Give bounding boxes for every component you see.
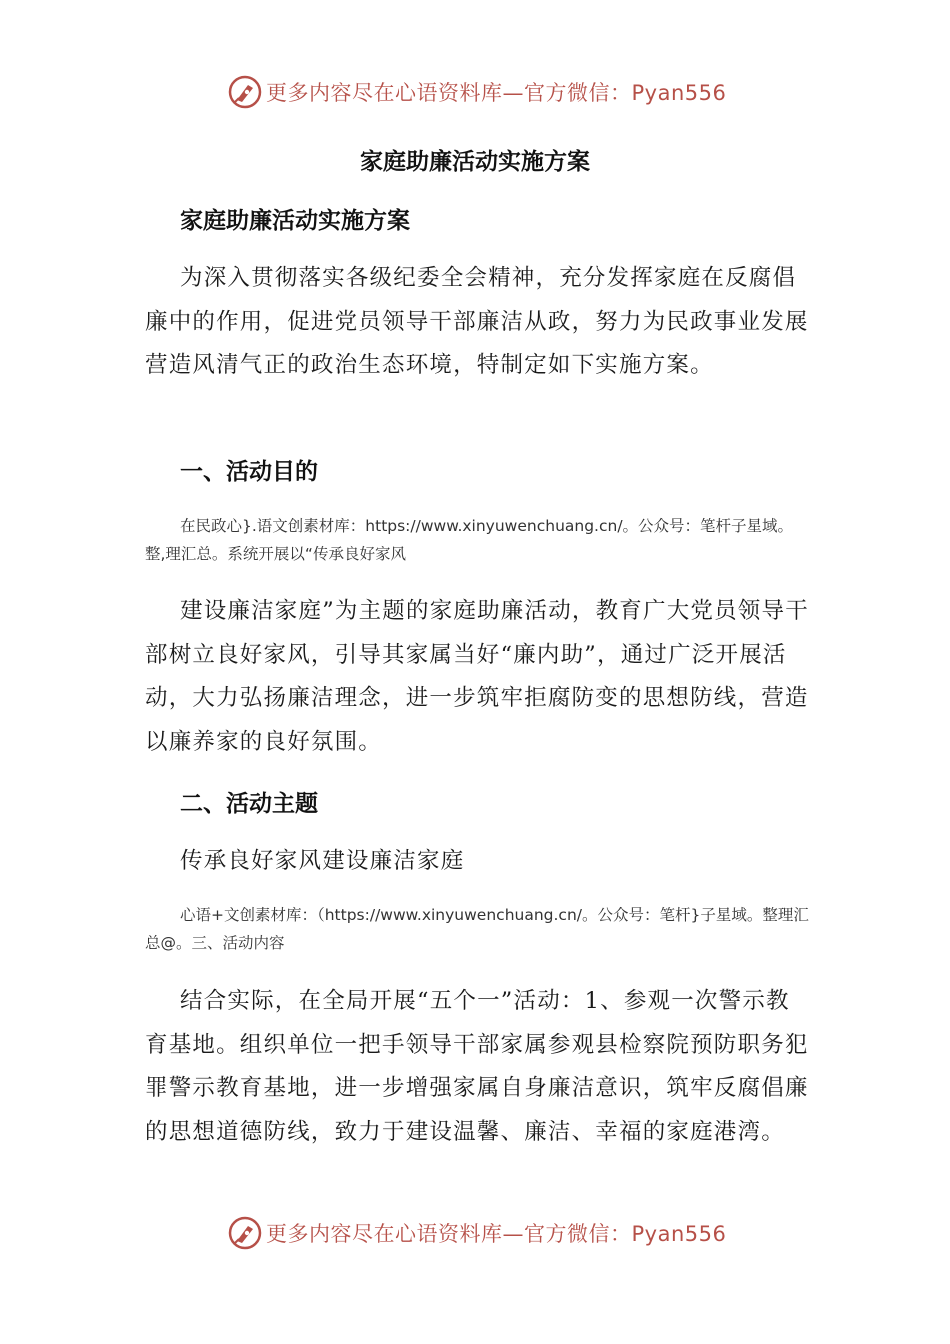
document-subtitle: 家庭助廉活动实施方案 — [180, 207, 410, 234]
theme-text: 传承良好家风建设廉洁家庭 — [180, 848, 465, 874]
section2-heading: 二、活动主题 — [180, 790, 318, 817]
source-note-2: 心语+文创素材库：（https://www.xinyuwenchuang.cn/。公众号：笔杆}子星域。整理汇总@。三、活动内容 — [145, 906, 809, 952]
watermark-text: 更多内容尽在心语资料库—官方微信：Pyan556 — [266, 81, 727, 105]
watermark-text: 更多内容尽在心语资料库—官方微信：Pyan556 — [266, 1222, 727, 1246]
content-paragraph: 结合实际，在全局开展“五个一”活动：1、参观一次警示教育基地。组织单位一把手领导干部家属参观县检察院预防职务犯罪警示教育基地，进一步增强家属自身廉洁意识，筑牢反腐倡廉的思想道德防线，致力于建设温馨、廉洁、幸福的家庭港湾。 — [145, 988, 809, 1145]
pen-nib-logo-icon — [228, 1216, 262, 1250]
header-watermark — [228, 72, 726, 112]
purpose-paragraph: 建设廉洁家庭”为主题的家庭助廉活动，教育广大党员领导干部树立良好家风，引导其家属当好“廉内助”，通过广泛开展活动，大力弘扬廉洁理念，进一步筑牢拒腐防变的思想防线，营造以廉养家的良好氛围。 — [145, 598, 809, 755]
section1-heading: 一、活动目的 — [180, 458, 318, 485]
source-note-1: 在民政心}.语文创素材库：https://www.xinyuwenchuang.cn/。公众号：笔杆子星域。整,理汇总。系统开展以“传承良好家风 — [145, 517, 794, 563]
document-title: 家庭助廉活动实施方案 — [360, 148, 590, 175]
intro-paragraph: 为深入贯彻落实各级纪委全会精神，充分发挥家庭在反腐倡廉中的作用，促进党员领导干部廉洁从政，努力为民政事业发展营造风清气正的政治生态环境，特制定如下实施方案。 — [145, 265, 809, 378]
footer-watermark — [228, 1213, 726, 1253]
pen-nib-logo-icon — [228, 75, 262, 109]
